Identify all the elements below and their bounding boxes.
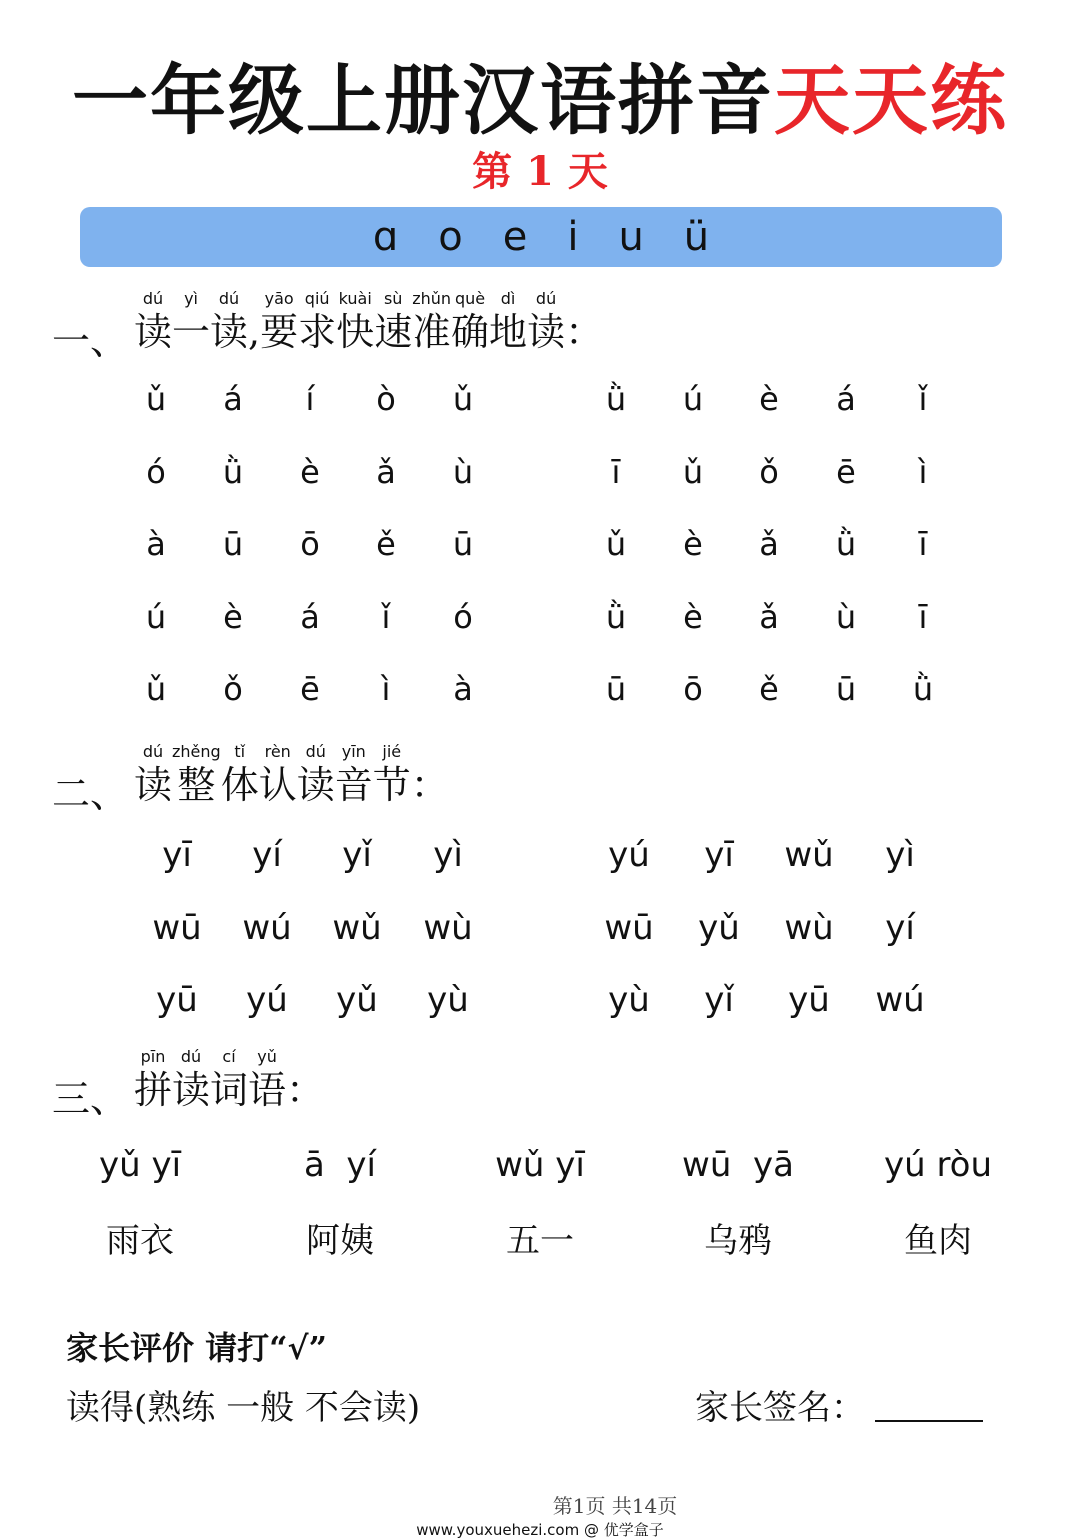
syllable: yū: [156, 980, 198, 1020]
hanzi: 音: [334, 763, 373, 807]
syllable: wù: [423, 907, 473, 948]
syllable-row: [0, 835, 1080, 907]
pinyin-annotation: dú: [180, 1047, 202, 1066]
site-watermark: www.youxuehezi.com @ 优学盒子: [416, 1521, 664, 1539]
word-item: [440, 1145, 640, 1262]
syllable: yǔ: [698, 907, 740, 948]
day-label: 第 1 天: [472, 148, 608, 195]
section-number: 二、: [52, 772, 129, 816]
tone-vowel: ǔ: [682, 452, 704, 491]
hanzi: 一: [172, 310, 211, 354]
word-hanzi: 乌鸦: [704, 1221, 772, 1261]
heading-punctuation: ,: [248, 310, 261, 354]
syllable: wǔ: [784, 835, 834, 875]
tone-vowel: ū: [222, 525, 244, 563]
pinyin-annotation: qiú: [304, 289, 330, 308]
annotated-char: [336, 288, 374, 354]
annotated-char: [335, 741, 373, 807]
evaluation-label: 家长评价 请打“√”: [66, 1329, 327, 1367]
hanzi: 拼: [134, 1068, 173, 1112]
pinyin-annotation: yǔ: [257, 1047, 277, 1066]
pinyin-annotation: zhǔn: [412, 289, 452, 308]
word-item: [838, 1145, 1038, 1262]
tone-vowel: ē: [300, 670, 320, 708]
tone-vowel: ī: [918, 525, 928, 563]
section-number: 一、: [52, 319, 129, 363]
tone-vowel: ǔ: [145, 380, 167, 418]
word-hanzi: 雨衣: [106, 1221, 174, 1261]
annotated-char: [489, 288, 527, 354]
syllable: wù: [784, 907, 834, 948]
hanzi: 节: [372, 763, 411, 807]
tone-vowel: ú: [145, 597, 167, 636]
hanzi: 求: [298, 310, 337, 354]
tone-row: [0, 453, 1080, 525]
hanzi: 语: [248, 1068, 287, 1112]
syllable: yǐ: [342, 835, 372, 875]
syllable: yú: [608, 835, 650, 875]
tone-vowel: ū: [835, 670, 857, 708]
syllable-row: [0, 980, 1080, 1052]
tone-vowel: á: [223, 380, 243, 418]
word-pinyin: wū yā: [682, 1145, 794, 1185]
annotated-char: [451, 288, 489, 354]
syllable: yì: [433, 835, 463, 875]
title-main: 一年级上册汉语拼音: [72, 56, 774, 145]
tone-vowel: à: [453, 670, 473, 708]
syllable: wú: [875, 980, 925, 1020]
footer: [0, 1490, 1080, 1540]
tone-vowel: ǜ: [835, 525, 857, 563]
syllable-row: [0, 908, 1080, 980]
tone-vowel: ǐ: [381, 597, 391, 636]
annotated-char: [134, 288, 172, 354]
hanzi: 确: [451, 310, 490, 354]
tone-vowel: è: [683, 525, 703, 563]
pinyin-annotation: dì: [500, 289, 516, 308]
word-pinyin: yǔ yī: [98, 1145, 182, 1185]
tone-vowel: ǔ: [452, 380, 474, 418]
heading-punctuation: ：: [410, 763, 449, 807]
tone-row: [0, 670, 1080, 742]
tone-vowel: ē: [836, 452, 856, 491]
page-number: 第1页 共14页: [552, 1494, 678, 1518]
tone-vowel: ǒ: [759, 452, 779, 491]
vowel: ü: [683, 214, 710, 260]
annotated-char: [260, 288, 298, 354]
hanzi: 体: [220, 763, 259, 807]
annotated-char: [172, 288, 210, 354]
pinyin-annotation: sù: [383, 289, 403, 308]
tone-vowel: ō: [300, 525, 320, 563]
annotated-char: [210, 288, 248, 354]
tone-vowel: è: [759, 380, 779, 418]
tone-row: [0, 525, 1080, 597]
syllable: yū: [788, 980, 830, 1020]
tone-vowel: ó: [453, 597, 473, 636]
tone-vowel: ǎ: [376, 452, 396, 491]
annotated-char: [374, 288, 412, 354]
vowel-bar: [80, 207, 1002, 267]
annotated-char: [259, 741, 297, 807]
tone-vowel: ǐ: [918, 380, 928, 418]
tone-vowel: á: [300, 597, 320, 636]
worksheet-title: [0, 40, 1080, 149]
tone-vowel: ì: [381, 670, 391, 708]
tone-vowel: ǜ: [605, 380, 627, 418]
tone-vowel: ì: [918, 452, 928, 491]
syllable: yī: [704, 835, 734, 875]
syllable: wū: [604, 907, 654, 948]
hanzi: 读: [527, 310, 566, 354]
syllable: wǔ: [332, 907, 382, 948]
pinyin-annotation: kuài: [338, 289, 372, 308]
annotated-char: [210, 1046, 248, 1112]
evaluation-options: 读得(熟练 一般 不会读): [66, 1388, 421, 1428]
vowel: o: [438, 214, 463, 260]
vowel: u: [618, 214, 644, 260]
pinyin-annotation: zhěng: [172, 742, 221, 761]
heading-punctuation: ：: [565, 310, 604, 354]
pinyin-annotation: tǐ: [234, 742, 246, 761]
tone-vowel: ó: [146, 452, 166, 491]
vowel: i: [567, 214, 579, 260]
word-hanzi: 阿姨: [306, 1221, 374, 1261]
tone-vowel: ī: [918, 597, 928, 636]
syllable: yí: [252, 835, 282, 875]
section3-ruby: [134, 1046, 324, 1112]
hanzi: 读: [296, 763, 335, 807]
signature-label: 家长签名：: [695, 1388, 865, 1428]
signature-line[interactable]: [875, 1420, 983, 1422]
hanzi: 读: [134, 763, 173, 807]
syllable: yǔ: [336, 980, 378, 1020]
tone-vowel: ù: [452, 452, 474, 491]
tone-vowel: ǜ: [605, 597, 627, 636]
tone-vowel: ú: [682, 380, 704, 418]
syllable: yí: [885, 907, 915, 948]
annotated-char: [221, 741, 259, 807]
tone-vowel: ǎ: [759, 525, 779, 563]
annotated-char: [248, 1046, 286, 1112]
annotated-char: [172, 741, 221, 807]
syllable: yù: [427, 980, 469, 1020]
tone-vowel: ǎ: [759, 597, 779, 636]
pinyin-annotation: què: [454, 289, 486, 308]
syllable: yǐ: [704, 980, 734, 1020]
tone-vowel: ě: [376, 525, 396, 563]
tone-vowel: ō: [683, 670, 703, 708]
pinyin-annotation: yì: [184, 289, 198, 308]
tone-vowel: è: [300, 452, 320, 491]
tone-vowel: ǜ: [222, 452, 244, 491]
pinyin-annotation: jié: [382, 742, 402, 761]
tone-vowel: ǒ: [223, 670, 243, 708]
syllable: yì: [885, 835, 915, 875]
word-hanzi: 鱼肉: [904, 1221, 972, 1261]
pinyin-annotation: rèn: [264, 742, 291, 761]
section-number: 三、: [52, 1077, 129, 1121]
word-item: [240, 1145, 440, 1262]
annotated-char: [412, 288, 451, 354]
tone-vowel: á: [836, 380, 856, 418]
pinyin-annotation: yāo: [264, 289, 294, 308]
hanzi: 整: [177, 763, 216, 807]
syllable: yī: [162, 835, 192, 875]
tone-row: [0, 380, 1080, 452]
word-pinyin: ā yí: [303, 1145, 377, 1185]
tone-vowel: à: [146, 525, 166, 563]
hanzi: 快: [336, 310, 375, 354]
section2-ruby: [134, 741, 449, 807]
syllable: wū: [152, 907, 202, 948]
tone-row: [0, 598, 1080, 670]
annotated-char: [134, 1046, 172, 1112]
tone-vowel: ò: [376, 380, 396, 418]
annotated-char: [134, 741, 172, 807]
word-hanzi: 五一: [506, 1221, 574, 1261]
tone-vowel: ǔ: [145, 670, 167, 708]
pinyin-annotation: pīn: [140, 1047, 166, 1066]
hanzi: 准: [412, 310, 451, 354]
word-pinyin: yú ròu: [883, 1145, 993, 1185]
tone-vowel: í: [305, 380, 315, 418]
annotated-char: [297, 741, 335, 807]
title-highlight: 天天练: [774, 56, 1008, 145]
tone-vowel: ě: [759, 670, 779, 708]
hanzi: 地: [489, 310, 528, 354]
annotated-char: [527, 288, 565, 354]
annotated-char: [298, 288, 336, 354]
tone-vowel: ù: [835, 597, 857, 636]
tone-vowel: ǜ: [912, 670, 934, 708]
pinyin-annotation: yīn: [341, 742, 366, 761]
syllable: yú: [246, 980, 288, 1020]
tone-vowel: è: [223, 597, 243, 636]
annotated-char: [373, 741, 411, 807]
heading-punctuation: ：: [286, 1068, 325, 1112]
hanzi: 认: [258, 763, 297, 807]
vowel: ɑ: [372, 214, 399, 260]
hanzi: 读: [210, 310, 249, 354]
annotated-char: [172, 1046, 210, 1112]
pinyin-annotation: dú: [535, 289, 557, 308]
hanzi: 要: [260, 310, 299, 354]
pinyin-annotation: dú: [142, 742, 164, 761]
tone-vowel: ǔ: [605, 525, 627, 563]
pinyin-annotation: dú: [305, 742, 326, 761]
tone-vowel: ī: [611, 452, 621, 491]
syllable: wú: [242, 907, 292, 948]
word-item: [638, 1145, 838, 1262]
section1-ruby: [134, 288, 603, 354]
hanzi: 读: [134, 310, 173, 354]
word-item: [40, 1145, 240, 1262]
word-pinyin: wǔ yī: [495, 1145, 585, 1185]
hanzi: 速: [374, 310, 413, 354]
hanzi: 词: [210, 1068, 249, 1112]
pinyin-annotation: dú: [142, 289, 164, 308]
syllable: yù: [608, 980, 650, 1020]
tone-vowel: ū: [452, 525, 474, 563]
tone-vowel: è: [683, 597, 703, 636]
pinyin-annotation: cí: [222, 1047, 236, 1066]
vowel: e: [502, 214, 528, 260]
hanzi: 读: [172, 1068, 211, 1112]
tone-vowel: ū: [605, 670, 627, 708]
pinyin-annotation: dú: [218, 289, 240, 308]
